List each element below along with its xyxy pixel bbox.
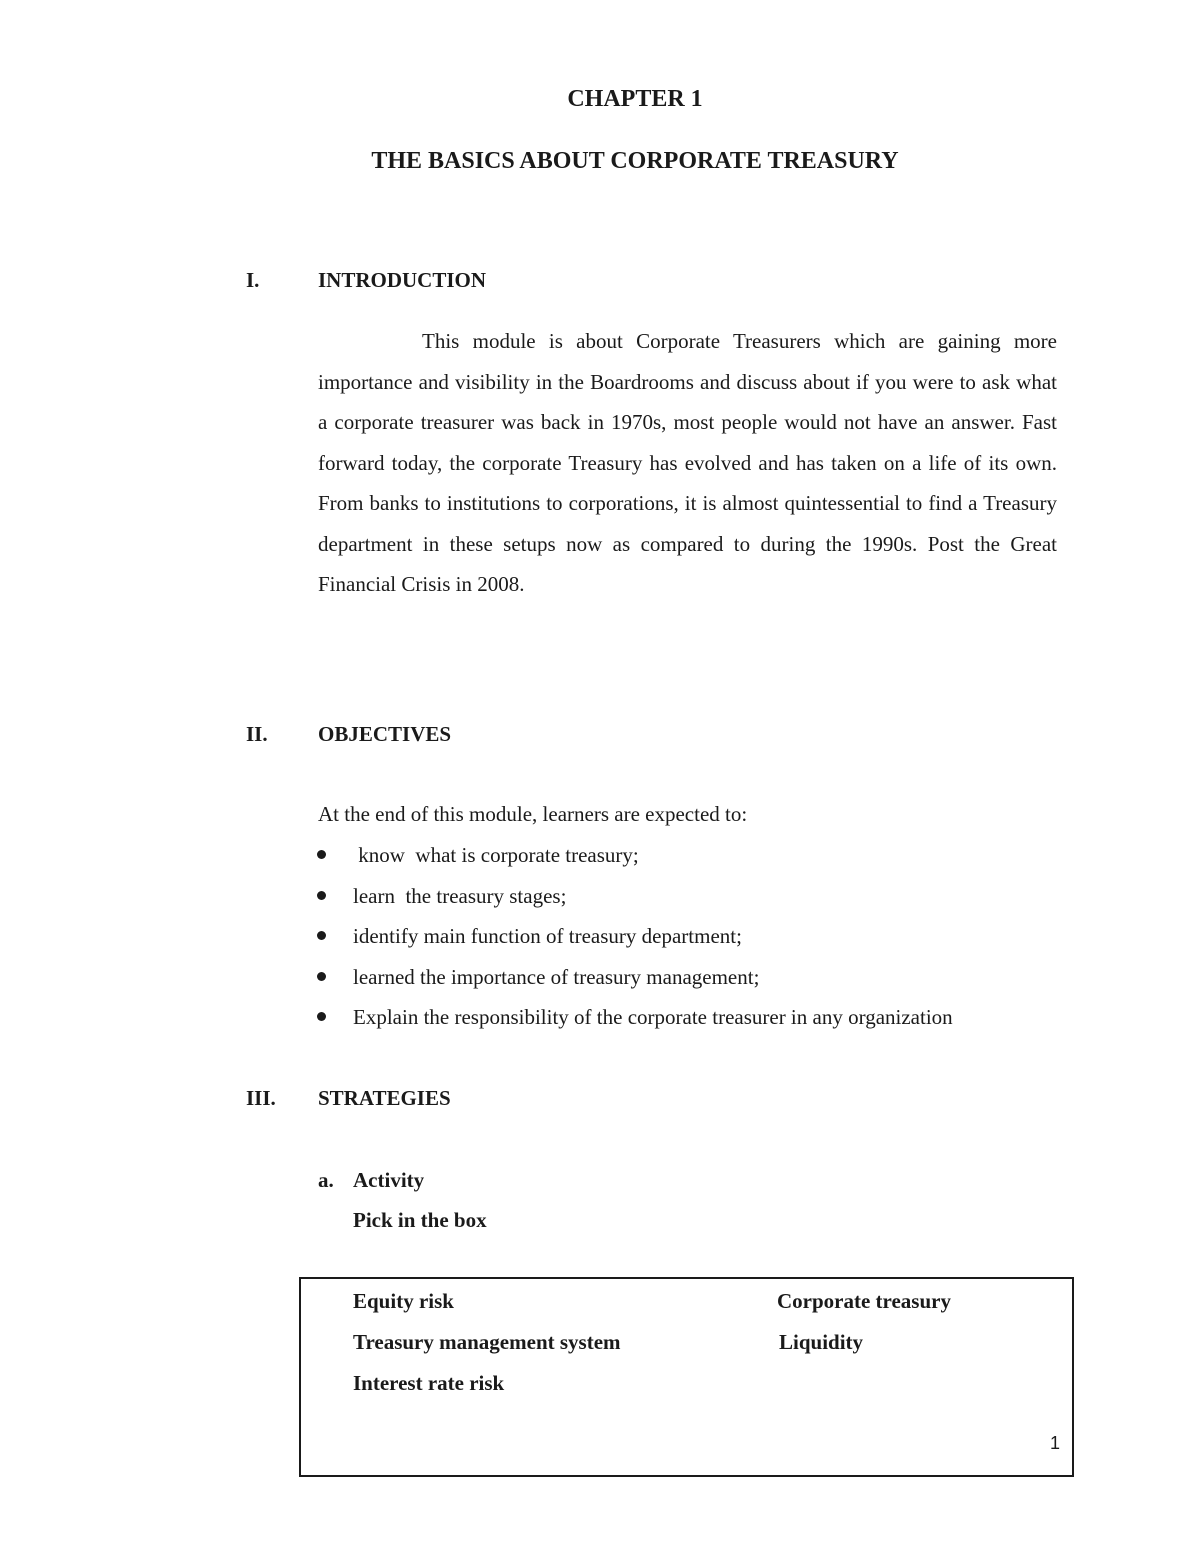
bullet-icon (317, 850, 326, 859)
objective-text: Explain the responsibility of the corporate treasurer in any organization (353, 1005, 953, 1030)
objective-text: learn the treasury stages; (353, 883, 567, 908)
chapter-label: CHAPTER 1 (567, 86, 703, 112)
activity-title: Activity (353, 1168, 425, 1192)
section-heading-strategies: STRATEGIES (318, 1086, 451, 1110)
introduction-paragraph: This module is about Corporate Treasurers which are gaining more importance and visibility in the Boardrooms and discuss about if you were to ask what a corporate treasurer was back in 1970s, most people would not have an answer. Fast forward today, the corporate Treasury has evolved and has taken on a life of its own. From banks to institutions to corporations, it is almost quintessential to find a Treasury department in these setups now as compared to during the 1990s. Post the Great Financial Crisis in 2008. (318, 329, 1057, 596)
objectives-list (316, 837, 953, 1040)
box-item-liquidity: Liquidity (779, 1330, 864, 1354)
objective-text: learned the importance of treasury management; (353, 964, 760, 989)
list-item (316, 999, 953, 1040)
objective-text: know what is corporate treasury; (353, 843, 639, 867)
activity-instruction: Pick in the box (353, 1208, 487, 1232)
box-item-corporate-treasury: Corporate treasury (777, 1289, 951, 1313)
bullet-icon (317, 931, 326, 940)
objectives-lead: At the end of this module, learners are expected to: (318, 802, 748, 826)
bullet-icon (317, 972, 326, 981)
section-number-objectives: II. (246, 722, 268, 746)
list-item (316, 837, 953, 878)
list-item (316, 918, 953, 959)
box-item-equity-risk: Equity risk (353, 1289, 454, 1313)
box-item-interest-rate-risk: Interest rate risk (353, 1371, 505, 1395)
section-heading-introduction: INTRODUCTION (318, 268, 487, 292)
list-item (316, 878, 953, 919)
list-item (316, 959, 953, 1000)
section-number-strategies: III. (246, 1086, 276, 1110)
box-item-treasury-management-system: Treasury management system (353, 1330, 621, 1354)
bullet-icon (317, 1012, 326, 1021)
document-title: THE BASICS ABOUT CORPORATE TREASURY (371, 148, 899, 174)
section-heading-objectives: OBJECTIVES (318, 722, 452, 746)
bullet-icon (317, 891, 326, 900)
objective-text: identify main function of treasury department; (353, 924, 742, 949)
activity-letter: a. (318, 1168, 334, 1192)
page-number: 1 (1049, 1433, 1060, 1453)
section-number-introduction: I. (246, 268, 260, 292)
